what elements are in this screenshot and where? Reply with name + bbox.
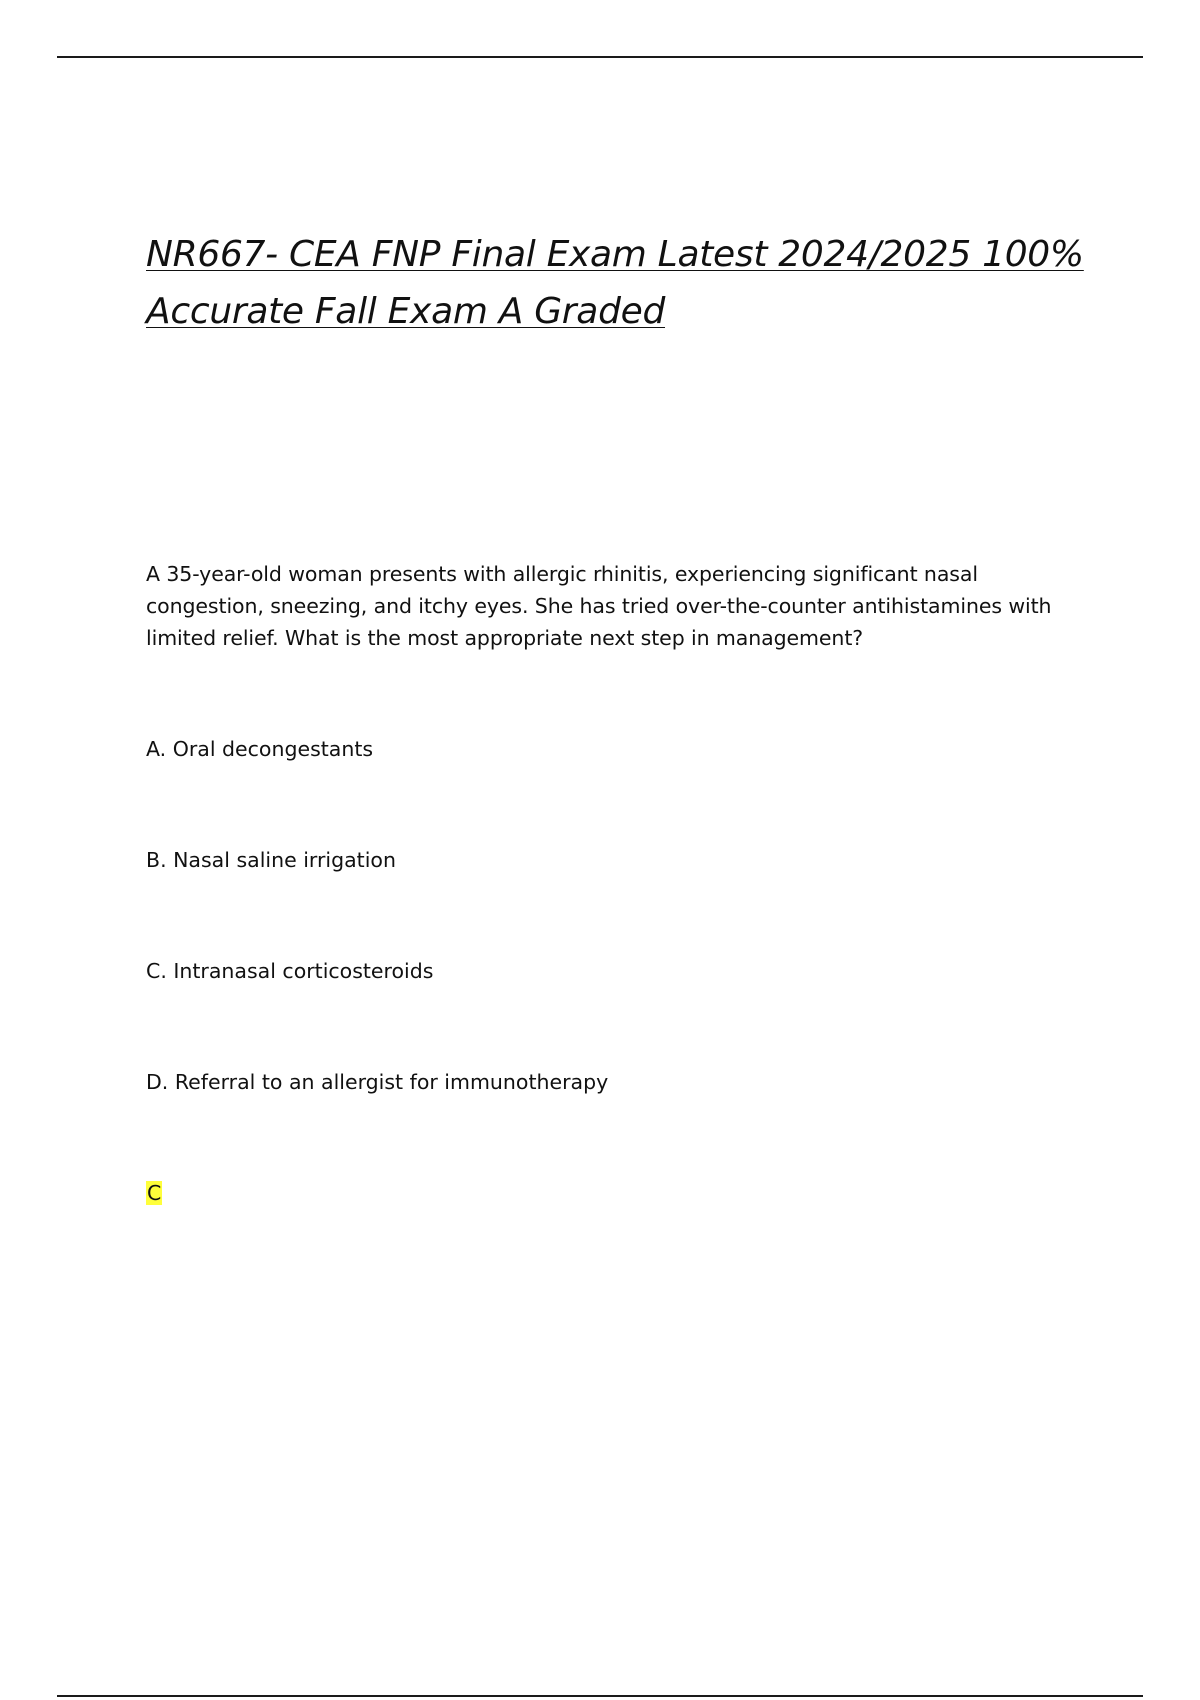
option-b: B. Nasal saline irrigation — [146, 848, 396, 872]
answer-line — [146, 1177, 162, 1209]
top-divider — [57, 56, 1143, 58]
option-a: A. Oral decongestants — [146, 737, 374, 761]
option-d: D. Referral to an allergist for immunotherapy — [146, 1070, 609, 1094]
bottom-divider — [57, 1695, 1143, 1697]
answer-highlight: C — [147, 1181, 162, 1205]
question-text: A 35-year-old woman presents with allergic rhinitis, experiencing significant nasal congestion, sneezing, and itchy eyes. She has tried over-the-counter antihistamines with limited relief. What is the most appropriate next step in management? — [146, 562, 1052, 650]
option-c: C. Intranasal corticosteroids — [146, 959, 434, 983]
document-title: NR667- CEA FNP Final Exam Latest 2024/2025 100% Accurate Fall Exam A Graded — [146, 234, 1084, 332]
